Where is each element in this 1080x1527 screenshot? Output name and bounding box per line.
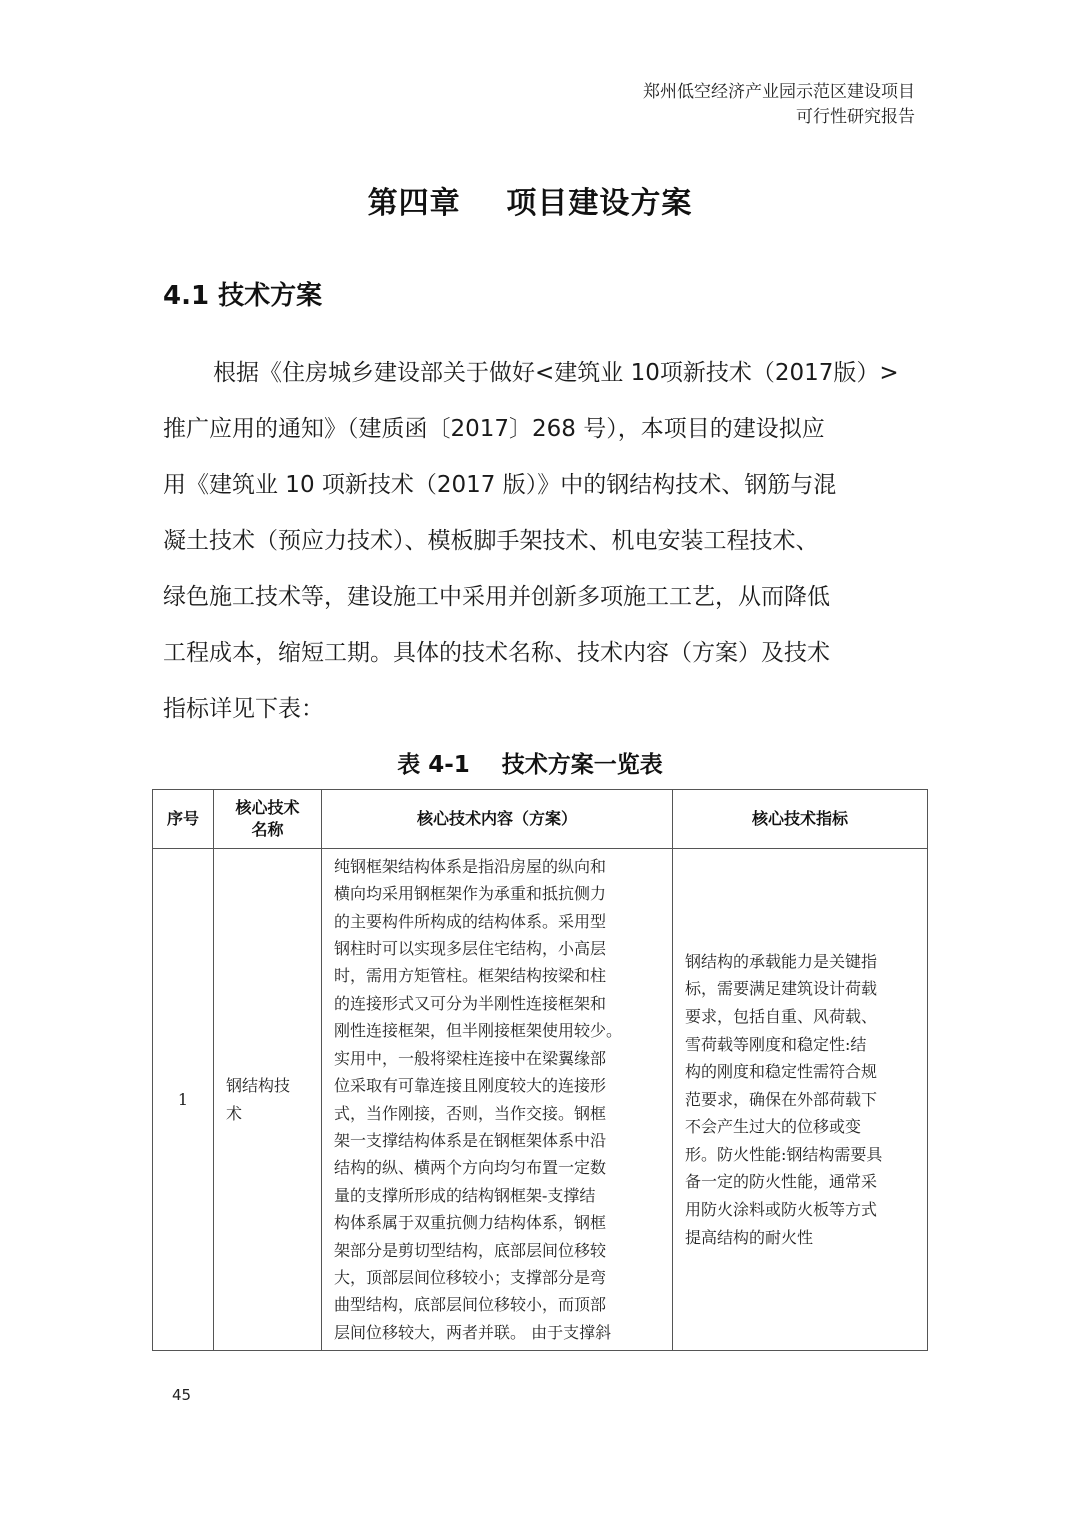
running-header bbox=[643, 80, 915, 130]
cell-line: 结构的纵、横两个方向均匀布置一定数 bbox=[334, 1158, 607, 1178]
table-caption: 表 4-1 技术方案一览表 bbox=[397, 752, 663, 778]
cell-line: 量的支撑所形成的结构钢框架-支撑结 bbox=[334, 1185, 596, 1205]
cell-line: 不会产生过大的位移或变 bbox=[685, 1117, 862, 1137]
cell-line: 实用中，一般将梁柱连接中在梁翼缘部 bbox=[334, 1048, 607, 1068]
cell-line: 横向均采用钢框架作为承重和抵抗侧力 bbox=[334, 884, 607, 904]
paragraph-line: 推广应用的通知》（建质函〔2017〕268 号），本项目的建设拟应 bbox=[163, 416, 825, 442]
cell-line: 架一支撑结构体系是在钢框架体系中沿 bbox=[334, 1130, 607, 1150]
paragraph-line: 根据《住房城乡建设部关于做好<建筑业 10项新技术（2017版）> bbox=[213, 360, 899, 386]
tech-plan-table bbox=[152, 789, 928, 1351]
cell-line: 备一定的防火性能，通常采 bbox=[685, 1172, 878, 1192]
cell-line: 形。防火性能:钢结构需要具 bbox=[685, 1144, 883, 1164]
cell-line: 钢结构技 bbox=[226, 1075, 291, 1095]
cell-line: 的连接形式又可分为半刚性连接框架和 bbox=[334, 993, 607, 1013]
cell-line: 构体系属于双重抗侧力结构体系，钢框 bbox=[334, 1213, 607, 1233]
cell-tech-name bbox=[214, 849, 322, 1351]
cell-line: 大，顶部层间位移较小；支撑部分是弯 bbox=[334, 1267, 607, 1287]
cell-line: 式，当作刚接，否则，当作交接。钢框 bbox=[334, 1103, 607, 1123]
cell-line: 曲型结构，底部层间位移较小，而顶部 bbox=[334, 1295, 607, 1315]
cell-line: 层间位移较大，两者并联。 由于支撑斜 bbox=[334, 1322, 612, 1342]
page-number: 45 bbox=[172, 1386, 192, 1404]
header-seq: 序号 bbox=[153, 790, 214, 849]
cell-line: 标，需要满足建筑设计荷载 bbox=[685, 979, 878, 999]
header-tech-content: 核心技术内容（方案） bbox=[322, 790, 673, 849]
table-row bbox=[153, 849, 928, 1351]
cell-line: 纯钢框架结构体系是指沿房屋的纵向和 bbox=[334, 856, 607, 876]
header-tech-name-line: 名称 bbox=[251, 820, 284, 839]
cell-line: 用防火涂料或防火板等方式 bbox=[685, 1200, 878, 1220]
chapter-title: 第四章 项目建设方案 bbox=[367, 186, 693, 221]
cell-tech-metric bbox=[673, 849, 928, 1351]
cell-line: 刚性连接框架，但半刚接框架使用较少。 bbox=[334, 1021, 623, 1041]
paragraph-line: 用《建筑业 10 项新技术（2017 版）》中的钢结构技术、钢筋与混 bbox=[163, 472, 837, 498]
cell-line: 提高结构的耐火性 bbox=[685, 1227, 814, 1247]
cell-tech-content bbox=[322, 849, 673, 1351]
header-tech-name bbox=[214, 790, 322, 849]
header-tech-name-line: 核心技术 bbox=[235, 798, 300, 817]
header-project-title: 郑州低空经济产业园示范区建设项目 bbox=[643, 82, 915, 102]
section-title: 4.1 技术方案 bbox=[163, 281, 323, 311]
cell-line: 术 bbox=[226, 1103, 243, 1123]
cell-line: 要求，包括自重、风荷载、 bbox=[685, 1006, 878, 1026]
cell-line: 雪荷载等刚度和稳定性:结 bbox=[685, 1034, 867, 1054]
header-report-type: 可行性研究报告 bbox=[796, 107, 915, 127]
cell-line: 的主要构件所构成的结构体系。采用型 bbox=[334, 911, 607, 931]
cell-line: 位采取有可靠连接且刚度较大的连接形 bbox=[334, 1076, 607, 1096]
paragraph-line: 指标详见下表： bbox=[163, 696, 324, 722]
cell-line: 构的刚度和稳定性需符合规 bbox=[685, 1062, 878, 1082]
cell-line: 钢柱时可以实现多层住宅结构，小高层 bbox=[334, 939, 607, 959]
cell-line: 范要求，确保在外部荷载下 bbox=[685, 1089, 878, 1109]
cell-line: 时，需用方矩管柱。框架结构按梁和柱 bbox=[334, 966, 607, 986]
cell-line: 钢结构的承载能力是关键指 bbox=[685, 951, 878, 971]
body-paragraph bbox=[163, 345, 903, 737]
header-tech-metric: 核心技术指标 bbox=[673, 790, 928, 849]
cell-line: 架部分是剪切型结构，底部层间位移较 bbox=[334, 1240, 607, 1260]
paragraph-line: 凝土技术（预应力技术）、模板脚手架技术、机电安装工程技术、 bbox=[163, 528, 819, 554]
cell-seq: 1 bbox=[153, 849, 214, 1351]
paragraph-line: 绿色施工技术等，建设施工中采用并创新多项施工工艺，从而降低 bbox=[163, 584, 830, 610]
table-header-row bbox=[153, 790, 928, 849]
paragraph-line: 工程成本，缩短工期。具体的技术名称、技术内容（方案）及技术 bbox=[163, 640, 830, 666]
